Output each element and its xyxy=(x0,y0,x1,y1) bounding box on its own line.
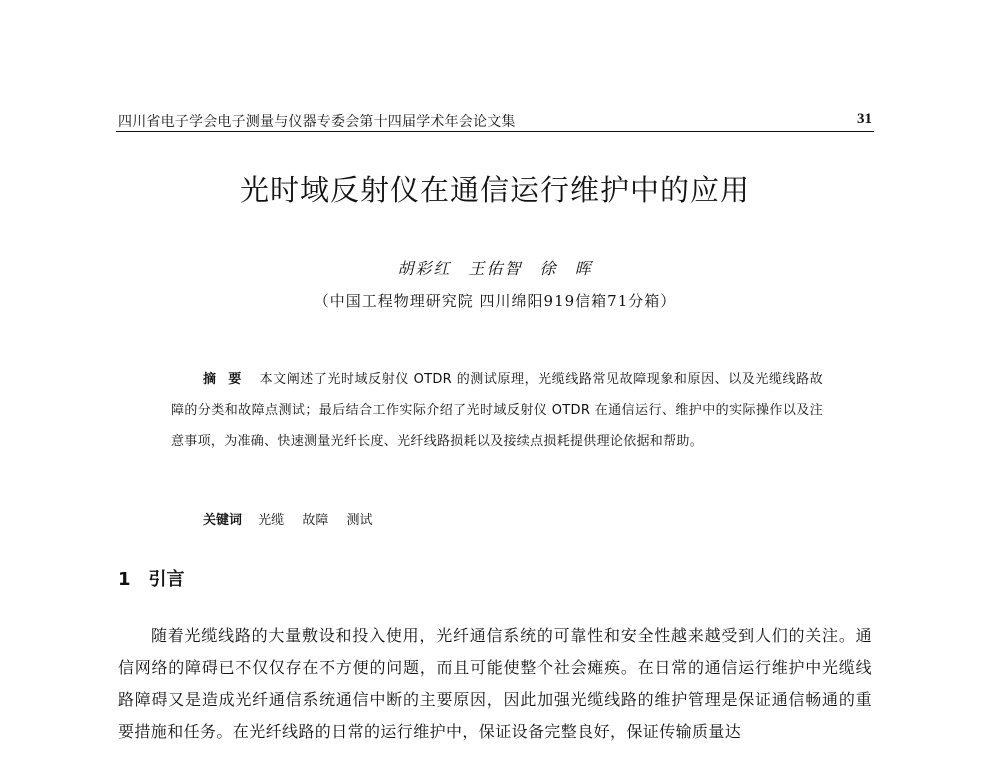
abstract xyxy=(171,364,823,457)
keyword: 光缆 xyxy=(258,513,285,528)
header-rule xyxy=(116,131,874,132)
affiliation: （中国工程物理研究院 四川绵阳919信箱71分箱） xyxy=(313,292,677,310)
running-header xyxy=(118,111,872,133)
section-heading xyxy=(118,565,185,591)
keyword: 测试 xyxy=(346,513,373,528)
author-list: 胡彩红 王佑智 徐 晖 xyxy=(397,259,593,278)
keywords-label: 关键词 xyxy=(203,513,243,528)
body-paragraph: 随着光缆线路的大量敷设和投入使用，光纤通信系统的可靠性和安全性越来越受到人们的关注。通信网络的障碍已不仅仅存在不方便的问题，而且可能使整个社会瘫痪。在日常的通信运行维护中光缆线路障碍又是造成光纤通信系统通信中断的主要原因，因此加强光缆线路的维护管理是保证通信畅通的重要措施和任务。在光纤线路的日常的运行维护中，保证设备完整良好，保证传输质量达 xyxy=(118,626,872,741)
journal-title: 四川省电子学会电子测量与仪器专委会第十四届学术年会论文集 xyxy=(118,114,516,130)
paper-title: 光时域反射仪在通信运行维护中的应用 xyxy=(239,173,750,207)
section-title: 引言 xyxy=(148,569,185,590)
section-number: 1 xyxy=(118,569,131,590)
keywords xyxy=(203,509,386,528)
abstract-text: 本文阐述了光时域反射仪 OTDR 的测试原理，光缆线路常见故障现象和原因、以及光缆线路故障的分类和故障点测试；最后结合工作实际介绍了光时域反射仪 OTDR 在通信运行、维护中的实际操作以及注意事项，为准确、快速测量光纤长度、光纤线路损耗以及接续点损耗提供理论依据和帮助。 xyxy=(171,372,823,449)
page-number: 31 xyxy=(857,111,872,127)
keyword: 故障 xyxy=(302,513,329,528)
abstract-label: 摘要 xyxy=(203,372,254,387)
